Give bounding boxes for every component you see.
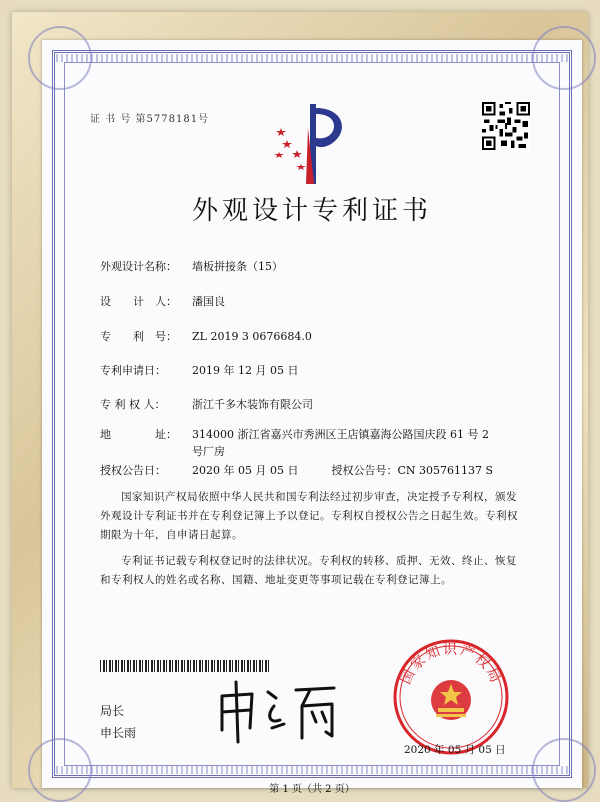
notice-paragraph-2: 专利证书记载专利权登记时的法律状况。专利权的转移、质押、无效、终止、恢复和专利权人的姓名或名称、国籍、地址变更等事项记载在专利登记簿上。 — [100, 555, 517, 586]
field-label: 专 利 权 人： — [100, 398, 166, 411]
certificate-title: 外观设计专利证书 — [191, 196, 432, 226]
field-application-date — [100, 362, 298, 378]
corner-ornament-top-right — [532, 26, 596, 90]
director-title: 局长 — [100, 704, 125, 718]
field-grant-date — [100, 462, 493, 478]
field-value: 墙板拼接条（15） — [192, 260, 283, 273]
field-value: ZL 2019 3 0676684.0 — [192, 330, 312, 343]
field-value: 浙江千多木装饰有限公司 — [192, 398, 313, 411]
field-label: 设 计 人： — [100, 295, 177, 308]
barcode — [100, 660, 270, 672]
qr-code-icon — [482, 102, 530, 150]
field-patentee — [100, 396, 313, 412]
corner-ornament-top-left — [28, 26, 92, 90]
guilloche-top — [56, 54, 568, 62]
field-value: 潘国良 — [192, 295, 225, 308]
page-number: 第 1 页（共 2 页） — [269, 784, 355, 795]
director-name: 申长雨 — [100, 726, 137, 740]
field-value: 314000 浙江省嘉兴市秀洲区王店镇嘉海公路国庆段 61 号 2 号厂房 — [192, 428, 489, 458]
cnipa-logo-icon — [270, 98, 350, 188]
field-address — [100, 426, 492, 460]
guilloche-bottom — [56, 766, 568, 774]
field-design-name — [100, 258, 283, 274]
seal-date: 2020 年 05 月 05 日 — [404, 744, 506, 756]
field-label: 外观设计名称： — [100, 260, 177, 273]
seal-text: 国家知识产权局 — [398, 641, 504, 687]
field-value: 2020 年 05 月 05 日 授权公告号：CN 305761137 S — [192, 464, 494, 477]
field-label: 专 利 号： — [100, 330, 177, 343]
handwritten-signature — [214, 676, 344, 746]
field-label: 专利申请日： — [100, 364, 166, 377]
official-seal-icon — [392, 638, 510, 756]
field-designer — [100, 293, 225, 309]
certificate-paper — [42, 40, 582, 795]
field-label: 授权公告日： — [100, 464, 166, 477]
field-patent-number — [100, 328, 312, 344]
field-value: 2019 年 12 月 05 日 — [192, 364, 299, 377]
notice-paragraph-1: 国家知识产权局依照中华人民共和国专利法经过初步审查，决定授予专利权，颁发外观设计专利证书并在专利登记簿上予以登记。专利权自授权公告之日起生效。专利权期限为十年，自申请日起算。 — [100, 491, 518, 541]
field-label: 地 址： — [100, 428, 177, 441]
certificate-number: 证 书 号 第5778181号 — [90, 114, 210, 125]
certificate-frame — [12, 12, 588, 795]
